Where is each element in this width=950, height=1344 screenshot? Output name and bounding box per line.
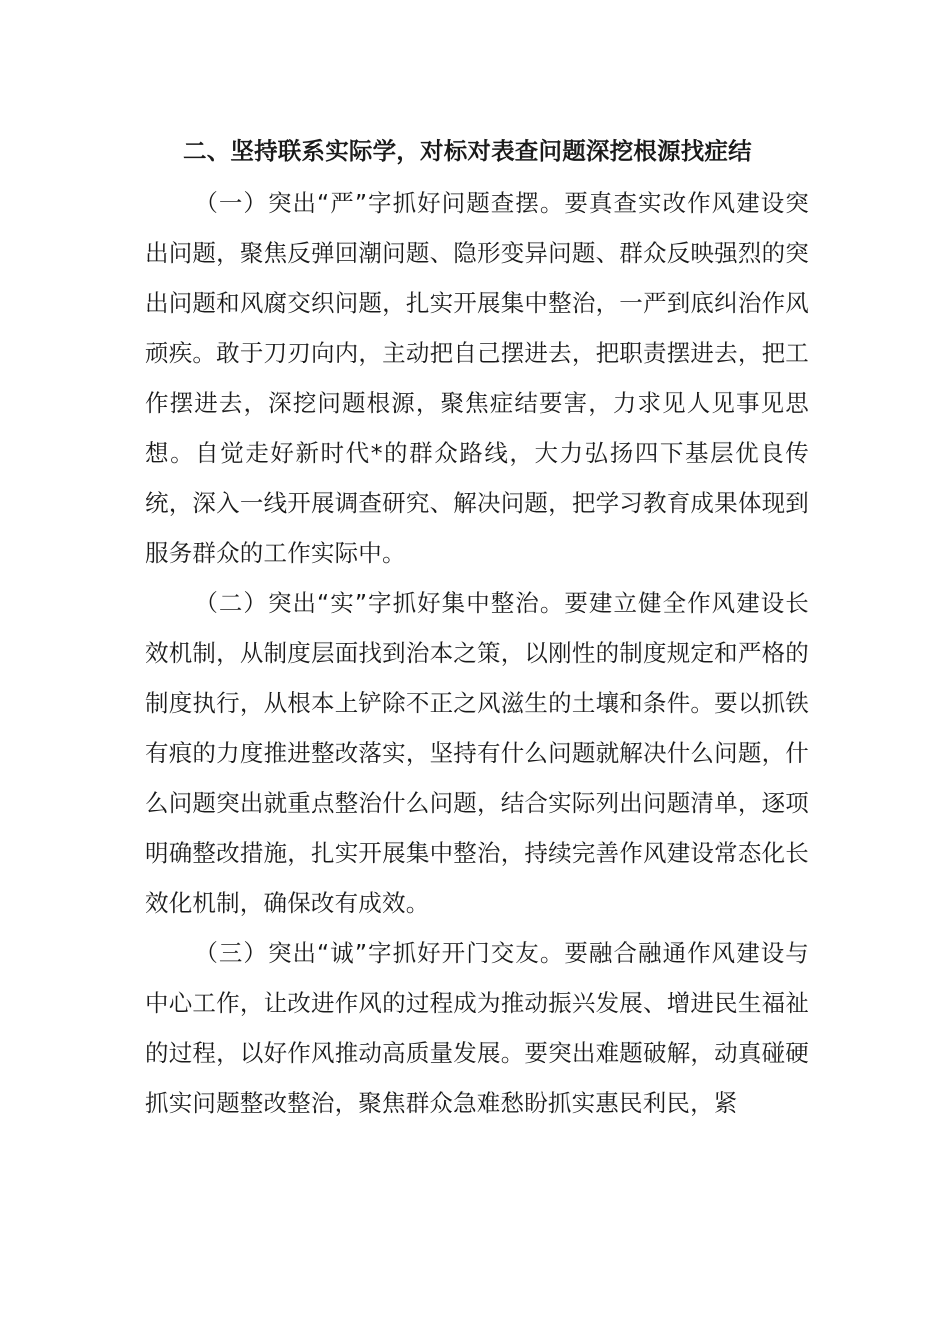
section-heading: 二、坚持联系实际学，对标对表查问题深挖根源找症结 (183, 137, 752, 165)
paragraph-practical: （二）突出“实”字抓好集中整治。要建立健全作风建设长效机制，从制度层面找到治本之策，以刚性的制度规定和严格的制度执行，从根本上铲除不正之风滋生的土壤和条件。要以抓铁有痕的力度推进整改落实，坚持有什么问题就解决什么问题，什么问题突出就重点整治什么问题，结合实际列出问题清单，逐项明确整改措施，扎实开展集中整治，持续完善作风建设常态化长效化机制，确保改有成效。 (145, 589, 809, 917)
paragraph-sincere: （三）突出“诚”字抓好开门交友。要融合融通作风建设与中心工作，让改进作风的过程成为推动振兴发展、增进民生福祉的过程，以好作风推动高质量发展。要突出难题破解，动真碰硬抓实问题整改整治，聚焦群众急难愁盼抓实惠民利民，紧 (145, 939, 809, 1117)
document-body (145, 178, 809, 1128)
paragraph-strict: （一）突出“严”字抓好问题查摆。要真查实改作风建设突出问题，聚焦反弹回潮问题、隐形变异问题、群众反映强烈的突出问题和风腐交织问题，扎实开展集中整治，一严到底纠治作风顽疾。敢于刀刃向内，主动把自己摆进去，把职责摆进去，把工作摆进去，深挖问题根源，聚焦症结要害，力求见人见事见思想。自觉走好新时代*的群众路线，大力弘扬四下基层优良传统，深入一线开展调查研究、解决问题，把学习教育成果体现到服务群众的工作实际中。 (145, 189, 809, 567)
